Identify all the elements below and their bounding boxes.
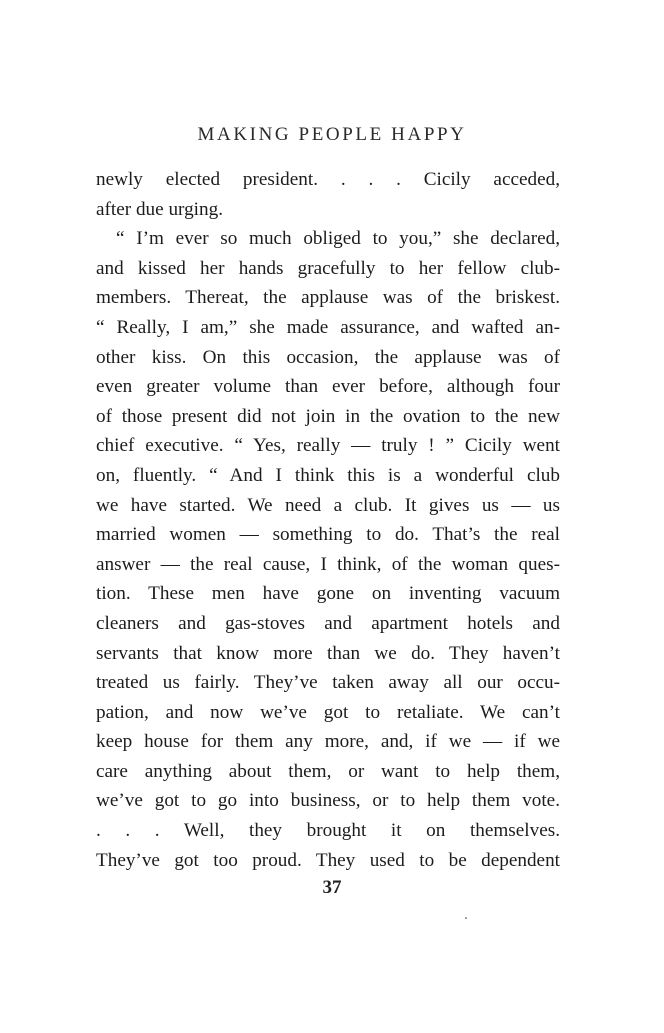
print-speck xyxy=(465,917,467,919)
text-line: cleaners and gas-stoves and apartment hotels and xyxy=(96,612,560,634)
text-line: chief executive. “ Yes, really — truly ! ” Cicily went xyxy=(96,435,560,457)
text-line: we have started. We need a club. It gives us — us xyxy=(96,494,560,516)
text-line: treated us fairly. They’ve taken away all our occu- xyxy=(96,672,560,694)
text-line: servants that know more than we do. They haven’t xyxy=(96,642,560,664)
page-number: 37 xyxy=(322,877,342,898)
text-line: pation, and now we’ve got to retaliate. We can’t xyxy=(96,701,560,723)
text-line: of those present did not join in the ovation to the new xyxy=(96,405,560,427)
text-line: even greater volume than ever before, although four xyxy=(96,376,560,398)
text-line: “ Really, I am,” she made assurance, and wafted an- xyxy=(96,316,560,338)
text-line: newly elected president. . . . Cicily acceded, xyxy=(96,169,560,190)
text-line: care anything about them, or want to help them, xyxy=(96,760,560,782)
text-line: answer — the real cause, I think, of the woman ques- xyxy=(96,553,560,575)
text-line: on, fluently. “ And I think this is a wonderful club xyxy=(96,464,560,486)
text-line: other kiss. On this occasion, the applause was of xyxy=(96,346,560,368)
text-line: keep house for them any more, and, if we — if we xyxy=(96,731,560,753)
text-line: They’ve got too proud. They used to be dependent xyxy=(96,849,560,871)
text-line: . . . Well, they brought it on themselves. xyxy=(96,820,560,842)
text-line: we’ve got to go into business, or to help them vote. xyxy=(96,790,560,812)
text-line: tion. These men have gone on inventing vacuum xyxy=(96,583,560,605)
text-line: and kissed her hands gracefully to her fellow club- xyxy=(96,257,560,279)
text-line: married women — something to do. That’s the real xyxy=(96,524,560,546)
text-line: after due urging. xyxy=(96,198,223,220)
running-head: MAKING PEOPLE HAPPY xyxy=(197,124,467,145)
body-text xyxy=(96,165,560,875)
text-line: “ I’m ever so much obliged to you,” she declared, xyxy=(116,228,560,250)
text-line: members. Thereat, the applause was of the briskest. xyxy=(96,287,560,309)
